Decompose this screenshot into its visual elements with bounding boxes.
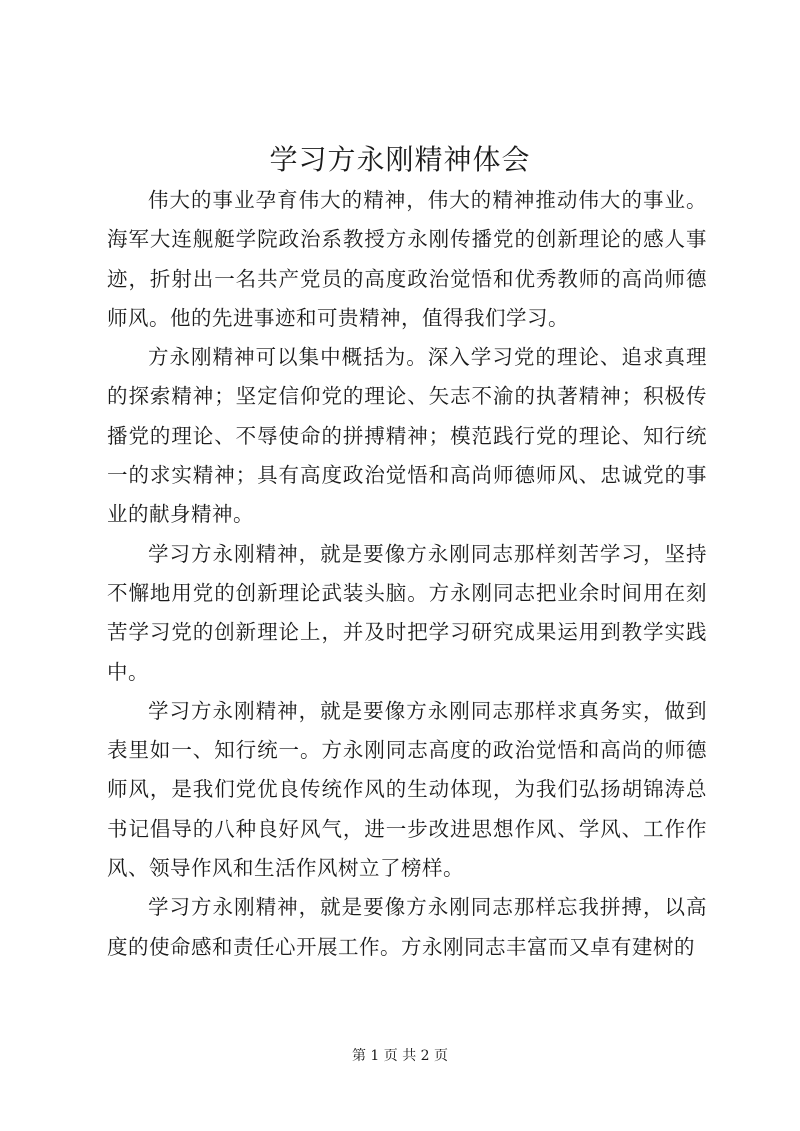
page-footer: 第 1 页 共 2 页 (351, 1048, 449, 1064)
paragraph-4: 学习方永刚精神，就是要像方永刚同志那样求真务实，做到表里如一、知行统一。方永刚同志高度的政治觉悟和高尚的师德师风，是我们党优良传统作风的生动体现，为我们弘扬胡锦涛总书记倡导的八种良好风气，进一步改进思想作风、学风、工作作风、领导作风和生活作风树立了榜样。 (107, 698, 707, 881)
paragraph-3: 学习方永刚精神，就是要像方永刚同志那样刻苦学习，坚持不懈地用党的创新理论武装头脑。方永刚同志把业余时间用在刻苦学习党的创新理论上，并及时把学习研究成果运用到教学实践中。 (107, 541, 707, 684)
paragraph-5: 学习方永刚精神，就是要像方永刚同志那样忘我拼搏，以高度的使命感和责任心开展工作。方永刚同志丰富而又卓有建树的 (107, 895, 707, 959)
document-title: 学习方永刚精神体会 (269, 143, 531, 176)
paragraph-2: 方永刚精神可以集中概括为。深入学习党的理论、追求真理的探索精神；坚定信仰党的理论、矢志不渝的执著精神；积极传播党的理论、不辱使命的拼搏精神；模范践行党的理论、知行统一的求实精神；具有高度政治觉悟和高尚师德师风、忠诚党的事业的献身精神。 (107, 345, 707, 527)
document-body (107, 181, 707, 967)
paragraph-1: 伟大的事业孕育伟大的精神，伟大的精神推动伟大的事业。海军大连舰艇学院政治系教授方永刚传播党的创新理论的感人事迹，折射出一名共产党员的高度政治觉悟和优秀教师的高尚师德师风。他的先进事迹和可贵精神，值得我们学习。 (107, 188, 707, 330)
